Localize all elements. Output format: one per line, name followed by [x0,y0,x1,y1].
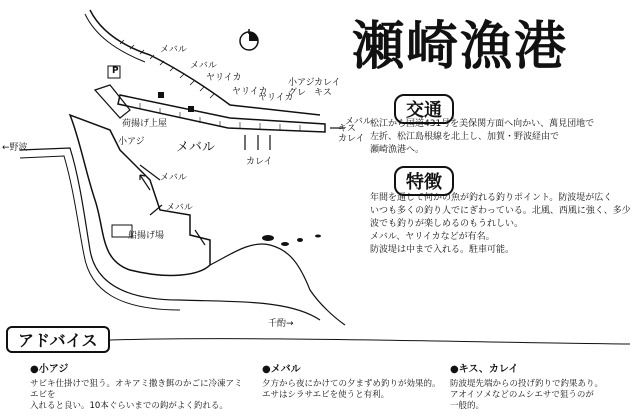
mebaru-top2-label: メバル [190,61,217,71]
rocks [262,235,321,247]
yariika-2-label: ヤリイカ [232,87,268,97]
advice-item-text: 防波堤先端からの投げ釣りで釣果あり。 アオイソメなどのムシエサで狙うのが 一般的。 [450,379,604,411]
flatbank-label: 荷揚げ上屋 [122,119,168,129]
fishing-arrows [140,128,345,245]
page-title: 瀬崎漁港 [352,16,569,77]
koaji-kure-label: 小アジ グレ [288,78,315,98]
mebaru-low-label: メバル [166,203,193,213]
karei-label: カレイ [246,157,273,167]
access-text: 松江から国道431号を美保関方面へ向かい、萬見団地で 左折、松江島根線を北上し、加賀・野波経由で 瀬崎漁港へ。 [370,119,595,155]
mebaru-top-label: メバル [160,45,187,55]
mebaru-tip-label: メバル [345,117,372,127]
yariika-3-label: ヤリイカ [258,93,294,103]
nonami-label: ←野波 [2,143,28,153]
slipway-label: 船揚げ場 [128,231,165,241]
yariika-1-label: ヤリイカ [206,73,242,83]
karei-kisu-label: カレイ キス [314,78,341,98]
advice-item-head: ●小アジ [30,364,69,375]
north-arrow-icon [236,28,262,54]
chidori-label: 千酌→ [268,319,294,329]
kisu-karei-label: キス カレイ [338,124,365,144]
features-text: 年間を通して何かの魚が釣れる釣りポイント。防波堤が広く いつも多くの釣り人でにぎわっている。北風、西風に強く、多少 波でも釣りが楽しめるのもうれしい。 メバル、ヤリイカなどが有名。 防波堤は中まで入れる。駐車可能。 [370,193,631,255]
marker [188,106,194,112]
marker [158,92,164,98]
advice-item-koaji [30,360,250,412]
advice-item-kisu-karei [450,360,636,412]
access-heading: 交通 [394,94,454,124]
advice-item-head: ●キス、カレイ [450,364,519,375]
advice-item-mebaru [262,360,442,401]
koaji-label: 小アジ [118,137,145,147]
advice-item-head: ●メバル [262,364,301,375]
mebaru-mid-label: メバル [160,173,187,183]
advice-item-text: 夕方から夜にかけての夕まずめ釣りが効果的。 エサはシラサエビを使うと有利。 [262,379,441,400]
parking-label: P [112,66,119,76]
mebaru-main-label: メバル [176,140,215,155]
features-heading: 特徴 [394,166,454,196]
advice-heading: アドバイス [6,326,110,353]
advice-item-text: サビキ仕掛けで狙う。オキアミ撒き餌のかごに冷凍アミエビを 入れると良い。10本ぐらいまでの鈎がよく釣れる。 [30,379,243,411]
coastline-south [210,244,345,325]
